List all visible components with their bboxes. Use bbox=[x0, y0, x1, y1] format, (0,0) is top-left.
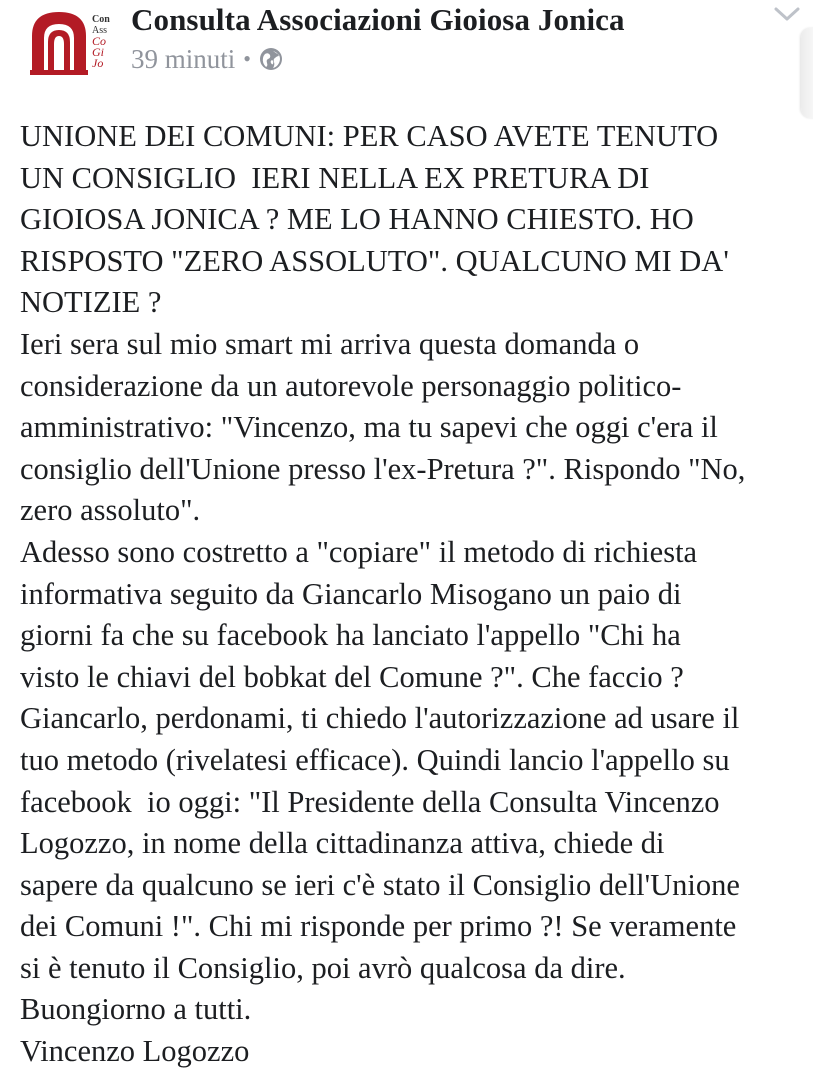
post-line: GIOIOSA JONICA ? ME LO HANNO CHIESTO. HO bbox=[20, 202, 694, 237]
post-meta bbox=[131, 42, 283, 76]
post-line: Buongiorno a tutti. bbox=[20, 992, 252, 1027]
post-line: informativa seguito da Giancarlo Misogano un paio di bbox=[20, 576, 682, 611]
post-line: NOTIZIE ? bbox=[20, 285, 162, 320]
post-line: sapere da qualcuno se ieri c'è stato il Consiglio dell'Unione bbox=[20, 867, 740, 902]
post-line: si è tenuto il Consiglio, poi avrò qualcosa da dire. bbox=[20, 950, 626, 985]
scroll-edge bbox=[801, 28, 813, 118]
post-line: Ieri sera sul mio smart mi arriva questa domanda o bbox=[20, 326, 640, 361]
post-message bbox=[20, 116, 810, 1073]
logo-text-line: Ass bbox=[92, 25, 108, 36]
post-line: dei Comuni !". Chi mi risponde per primo ?! Se veramente bbox=[20, 909, 737, 944]
post-header bbox=[0, 0, 813, 95]
logo-text-line: Co bbox=[92, 34, 107, 48]
page-name-link[interactable]: Consulta Associazioni Gioiosa Jonica bbox=[131, 2, 625, 37]
post-timestamp[interactable]: 39 minuti bbox=[131, 43, 236, 74]
page-avatar[interactable] bbox=[28, 6, 120, 82]
post-line: Logozzo, in nome della cittadinanza attiva, chiede di bbox=[20, 826, 665, 861]
logo-text-line: Jo bbox=[92, 56, 104, 70]
globe-icon[interactable] bbox=[259, 47, 283, 71]
post-line: tuo metodo (rivelatesi efficace). Quindi lancio l'appello su bbox=[20, 742, 730, 777]
chevron-down-icon[interactable] bbox=[772, 4, 802, 26]
post-line: Vincenzo Logozzo bbox=[20, 1034, 250, 1069]
post-line: Adesso sono costretto a "copiare" il metodo di richiesta bbox=[20, 534, 698, 569]
post-line: consiglio dell'Unione presso l'ex-Pretura ?". Rispondo "No, bbox=[20, 451, 746, 486]
post-line: amministrativo: "Vincenzo, ma tu sapevi che oggi c'era il bbox=[20, 410, 718, 445]
post-line: facebook io oggi: "Il Presidente della Consulta Vincenzo bbox=[20, 784, 720, 819]
post-line: giorni fa che su facebook ha lanciato l'appello "Chi ha bbox=[20, 618, 681, 653]
post-line: RISPOSTO "ZERO ASSOLUTO". QUALCUNO MI DA' bbox=[20, 243, 729, 278]
post-line: UN CONSIGLIO IERI NELLA EX PRETURA DI bbox=[20, 160, 650, 195]
post-line: visto le chiavi del bobkat del Comune ?". Che faccio ? bbox=[20, 659, 684, 694]
post-line: considerazione da un autorevole personaggio politico- bbox=[20, 368, 682, 403]
post-line: Giancarlo, perdonami, ti chiedo l'autorizzazione ad usare il bbox=[20, 701, 740, 736]
logo-text-line: Gi bbox=[92, 45, 104, 59]
logo-text-line: Con bbox=[92, 14, 110, 25]
post-line: UNIONE DEI COMUNI: PER CASO AVETE TENUTO bbox=[20, 119, 719, 153]
consulta-logo-icon bbox=[28, 6, 90, 76]
post-line: zero assoluto". bbox=[20, 493, 201, 528]
meta-separator: • bbox=[243, 46, 251, 71]
logo-text bbox=[92, 14, 122, 69]
